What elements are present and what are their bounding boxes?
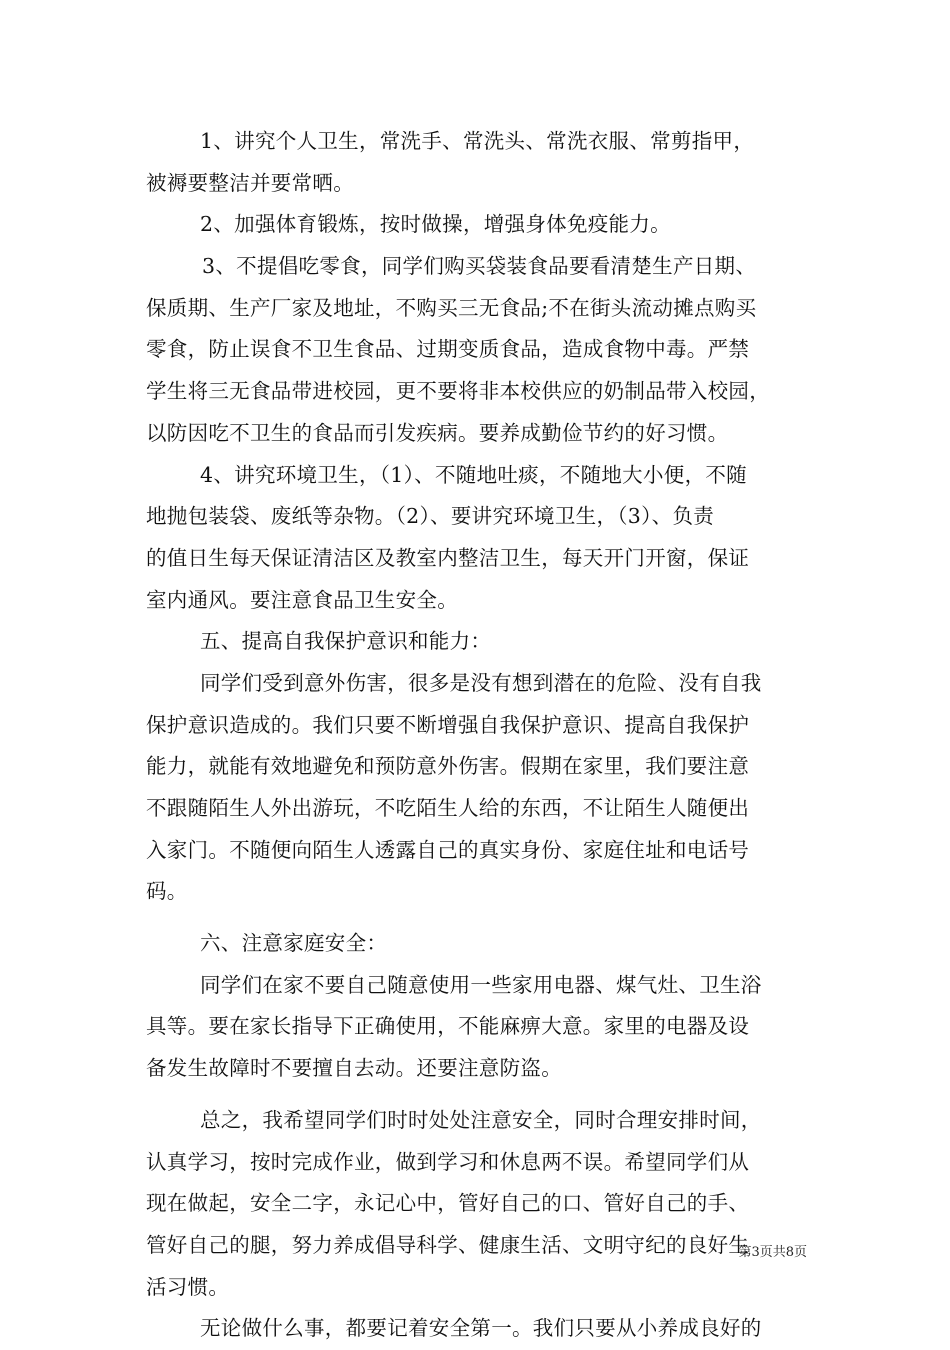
paragraph-gap — [146, 1090, 808, 1100]
text-line: 五、提高自我保护意识和能力： — [200, 629, 492, 654]
text-line: 现在做起，安全二字，永记心中，管好自己的口、管好自己的手、 — [146, 1191, 750, 1216]
text-line: 1、讲究个人卫生，常洗手、常洗头、常洗衣服、常剪指甲， — [200, 129, 755, 153]
text-line: 码。 — [146, 879, 188, 904]
paragraph-conclusion — [146, 1100, 808, 1308]
text-line: 具等。要在家长指导下正确使用，不能麻痹大意。家里的电器及设 — [146, 1014, 750, 1039]
text-line: 以防因吃不卫生的食品而引发疾病。要养成勤俭节约的好习惯。 — [146, 420, 729, 445]
paragraph-gap — [146, 913, 808, 923]
section-heading-home-safety — [146, 923, 808, 965]
paragraph-home-safety — [146, 965, 808, 1090]
section-heading-self-protection — [146, 621, 808, 663]
document-body — [146, 121, 808, 1350]
text-line: 认真学习，按时完成作业，做到学习和休息两不误。希望同学们从 — [146, 1149, 750, 1174]
text-line: 入家门。不随便向陌生人透露自己的真实身份、家庭住址和电话号 — [146, 837, 750, 862]
text-line: 学生将三无食品带进校园，更不要将非本校供应的奶制品带入校园， — [146, 379, 770, 404]
text-line: 2、加强体育锻炼，按时做操，增强身体免疫能力。 — [200, 212, 671, 237]
text-line: 被褥要整洁并要常晒。 — [146, 170, 354, 195]
text-line: 零食，防止误食不卫生食品、过期变质食品，造成食物中毒。严禁 — [146, 337, 750, 362]
text-line: 能力，就能有效地避免和预防意外伤害。假期在家里，我们要注意 — [146, 754, 750, 779]
text-line: 3、不提倡吃零食，同学们购买袋装食品要看清楚生产日期、 — [202, 254, 757, 279]
text-line: 无论做什么事，都要记着安全第一。我们只要从小养成良好的 — [200, 1316, 762, 1341]
text-line: 备发生故障时不要擅自去动。还要注意防盗。 — [146, 1056, 562, 1081]
text-line: 活习惯。 — [146, 1274, 230, 1299]
paragraph-hygiene — [146, 121, 808, 204]
paragraph-environment — [146, 455, 808, 622]
text-line: 同学们在家不要自己随意使用一些家用电器、煤气灶、卫生浴 — [200, 972, 762, 997]
paragraph-snacks — [146, 246, 808, 454]
text-line: 4、讲究环境卫生，（1）、不随地吐痰，不随地大小便，不随 — [200, 462, 747, 487]
text-line: 的值日生每天保证清洁区及教室内整洁卫生，每天开门开窗，保证 — [146, 545, 750, 570]
text-line: 管好自己的腿，努力养成倡导科学、健康生活、文明守纪的良好生 — [146, 1232, 750, 1257]
page-number: 第3页共8页 — [738, 1245, 807, 1260]
text-line: 地抛包装袋、废纸等杂物。（2）、要讲究环境卫生，（3）、负责 — [146, 504, 715, 529]
text-line: 保质期、生产厂家及地址，不购买三无食品;不在街头流动摊点购买 — [146, 295, 757, 320]
text-line: 总之，我希望同学们时时处处注意安全，同时合理安排时间， — [200, 1107, 762, 1132]
text-line: 同学们受到意外伤害，很多是没有想到潜在的危险、没有自我 — [200, 670, 762, 695]
text-line: 六、注意家庭安全： — [200, 931, 388, 956]
text-line: 室内通风。要注意食品卫生安全。 — [146, 587, 458, 612]
paragraph-exercise — [146, 204, 808, 246]
text-line: 保护意识造成的。我们只要不断增强自我保护意识、提高自我保护 — [146, 712, 750, 737]
paragraph-self-protection — [146, 663, 808, 913]
text-line: 不跟随陌生人外出游玩，不吃陌生人给的东西，不让陌生人随便出 — [146, 796, 750, 820]
